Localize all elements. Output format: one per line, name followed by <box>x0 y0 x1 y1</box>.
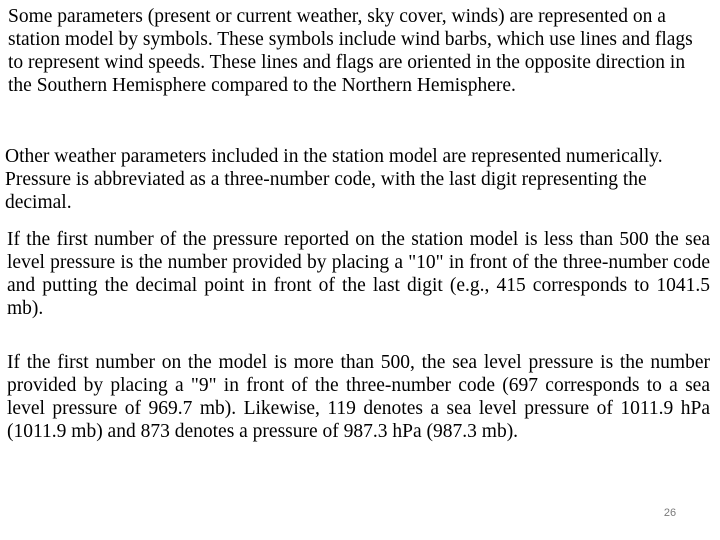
paragraph-pressure-below-500: If the first number of the pressure reported on the station model is less than 500 the sea level pressure is the number provided by placing a "10" in front of the three-number code and putting the decimal point in front of the last digit (e.g., 415 corresponds to 1041.5 mb). <box>7 229 710 319</box>
paragraph-wind-barbs: Some parameters (present or current weather, sky cover, winds) are represented on a station model by symbols. These symbols include wind barbs, which use lines and flags to represent wind speeds. These lines and flags are oriented in the opposite direction in the Southern Hemisphere compared to the Northern Hemisphere. <box>8 6 693 96</box>
paragraph-numeric-parameters: Other weather parameters included in the station model are represented numerically. Pressure is abbreviated as a three-number code, with the last digit representing the decimal. <box>5 146 663 213</box>
paragraph-pressure-above-500: If the first number on the model is more than 500, the sea level pressure is the number provided by placing a "9" in front of the three-number code (697 corresponds to a sea level pressure of 969.7 mb). Likewise, 119 denotes a sea level pressure of 1011.9 hPa (1011.9 mb) and 873 denotes a pressure of 987.3 hPa (987.3 mb). <box>7 352 710 442</box>
page-number: 26 <box>663 507 677 519</box>
